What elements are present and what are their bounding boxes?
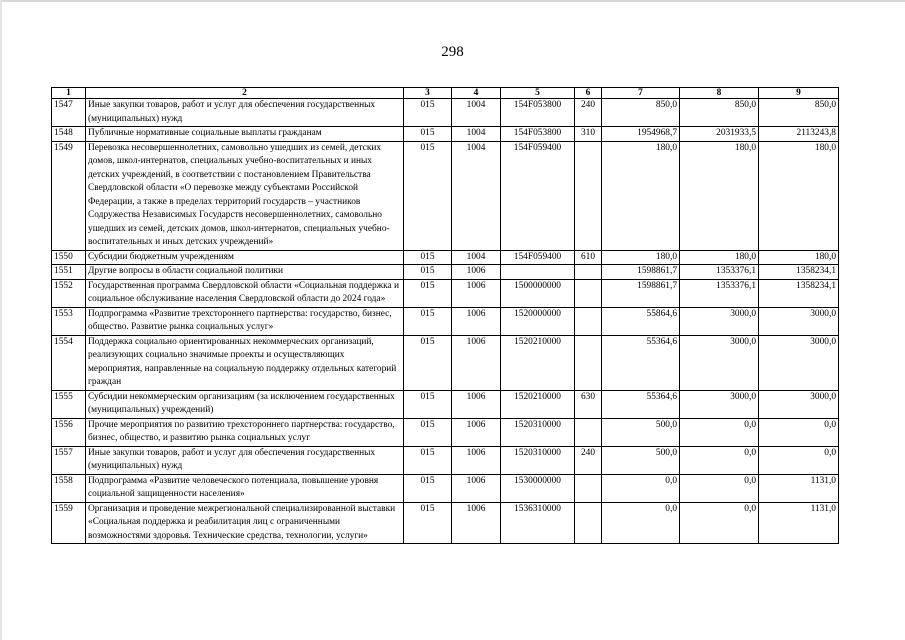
cell-col9: 1358234,1 — [759, 265, 839, 280]
row-name: Иные закупки товаров, работ и услуг для обеспечения государственных (муниципальных) нужд — [86, 446, 404, 474]
cell-col4: 1006 — [452, 279, 501, 307]
cell-col9: 1131,0 — [759, 502, 839, 544]
cell-col3: 015 — [404, 502, 452, 544]
cell-col5: 1536310000 — [501, 502, 575, 544]
cell-col4: 1006 — [452, 307, 501, 335]
row-number: 1549 — [52, 141, 86, 250]
cell-col6: 310 — [575, 127, 602, 142]
row-number: 1555 — [52, 390, 86, 418]
cell-col8: 3000,0 — [680, 307, 759, 335]
cell-col8: 0,0 — [680, 474, 759, 502]
header-cell: 4 — [452, 88, 501, 99]
row-name: Субсидии бюджетным учреждениям — [86, 250, 404, 265]
cell-col3: 015 — [404, 446, 452, 474]
row-number: 1559 — [52, 502, 86, 544]
table-row — [52, 502, 839, 544]
cell-col7: 55864,6 — [602, 307, 680, 335]
row-name: Поддержка социально ориентированных некоммерческих организаций, реализующих социально значимые проекты и осуществляющих мероприятия, направленные на социальную поддержку отдельных категорий граждан — [86, 335, 404, 390]
cell-col4: 1006 — [452, 265, 501, 280]
cell-col5: 1520310000 — [501, 446, 575, 474]
cell-col3: 015 — [404, 390, 452, 418]
cell-col3: 015 — [404, 265, 452, 280]
row-name: Подпрограмма «Развитие трехстороннего партнерства: государство, бизнес, общество. Развитие рынка социальных услуг» — [86, 307, 404, 335]
table-row — [52, 99, 839, 127]
cell-col3: 015 — [404, 250, 452, 265]
cell-col9: 1131,0 — [759, 474, 839, 502]
cell-col6 — [575, 141, 602, 250]
cell-col7: 1598861,7 — [602, 265, 680, 280]
cell-col9: 0,0 — [759, 446, 839, 474]
row-number: 1553 — [52, 307, 86, 335]
cell-col6 — [575, 265, 602, 280]
cell-col7: 0,0 — [602, 502, 680, 544]
row-name: Субсидии некоммерческим организациям (за исключением государственных (муниципальных) учреждений) — [86, 390, 404, 418]
cell-col9: 180,0 — [759, 250, 839, 265]
cell-col6: 240 — [575, 446, 602, 474]
cell-col5: 1530000000 — [501, 474, 575, 502]
header-cell: 2 — [86, 88, 404, 99]
row-number: 1551 — [52, 265, 86, 280]
cell-col5: 1520310000 — [501, 418, 575, 446]
cell-col6: 240 — [575, 99, 602, 127]
cell-col9: 0,0 — [759, 418, 839, 446]
cell-col6: 610 — [575, 250, 602, 265]
cell-col3: 015 — [404, 127, 452, 142]
cell-col3: 015 — [404, 141, 452, 250]
cell-col4: 1004 — [452, 141, 501, 250]
cell-col8: 1353376,1 — [680, 279, 759, 307]
cell-col4: 1006 — [452, 446, 501, 474]
row-name: Другие вопросы в области социальной политики — [86, 265, 404, 280]
cell-col4: 1004 — [452, 250, 501, 265]
cell-col8: 0,0 — [680, 418, 759, 446]
table-row — [52, 265, 839, 280]
cell-col9: 180,0 — [759, 141, 839, 250]
cell-col4: 1006 — [452, 335, 501, 390]
cell-col7: 180,0 — [602, 250, 680, 265]
cell-col6 — [575, 502, 602, 544]
cell-col3: 015 — [404, 418, 452, 446]
row-number: 1558 — [52, 474, 86, 502]
cell-col3: 015 — [404, 279, 452, 307]
cell-col4: 1006 — [452, 418, 501, 446]
table-row — [52, 279, 839, 307]
row-name: Иные закупки товаров, работ и услуг для обеспечения государственных (муниципальных) нужд — [86, 99, 404, 127]
cell-col6 — [575, 335, 602, 390]
cell-col7: 1598861,7 — [602, 279, 680, 307]
cell-col9: 2113243,8 — [759, 127, 839, 142]
cell-col7: 55364,6 — [602, 335, 680, 390]
cell-col5 — [501, 265, 575, 280]
cell-col8: 3000,0 — [680, 390, 759, 418]
cell-col4: 1006 — [452, 502, 501, 544]
row-number: 1547 — [52, 99, 86, 127]
cell-col7: 500,0 — [602, 446, 680, 474]
header-cell: 7 — [602, 88, 680, 99]
cell-col5: 1500000000 — [501, 279, 575, 307]
cell-col6: 630 — [575, 390, 602, 418]
row-number: 1552 — [52, 279, 86, 307]
cell-col6 — [575, 307, 602, 335]
row-name: Подпрограмма «Развитие человеческого потенциала, повышение уровня социальной защищенности населения» — [86, 474, 404, 502]
row-number: 1557 — [52, 446, 86, 474]
table-row — [52, 127, 839, 142]
scan-edge-top — [0, 0, 905, 2]
page-number: 298 — [441, 44, 464, 60]
row-number: 1550 — [52, 250, 86, 265]
cell-col9: 850,0 — [759, 99, 839, 127]
cell-col4: 1004 — [452, 127, 501, 142]
cell-col8: 850,0 — [680, 99, 759, 127]
header-cell: 9 — [759, 88, 839, 99]
table-row — [52, 390, 839, 418]
row-name: Публичные нормативные социальные выплаты гражданам — [86, 127, 404, 142]
cell-col4: 1006 — [452, 474, 501, 502]
cell-col5: 1520210000 — [501, 335, 575, 390]
cell-col3: 015 — [404, 307, 452, 335]
cell-col8: 0,0 — [680, 446, 759, 474]
row-number: 1554 — [52, 335, 86, 390]
table-row — [52, 307, 839, 335]
cell-col9: 3000,0 — [759, 390, 839, 418]
header-cell: 3 — [404, 88, 452, 99]
scan-edge-left — [0, 0, 2, 640]
cell-col9: 3000,0 — [759, 335, 839, 390]
table-row — [52, 141, 839, 250]
cell-col5: 154F053800 — [501, 99, 575, 127]
header-cell: 1 — [52, 88, 86, 99]
cell-col3: 015 — [404, 474, 452, 502]
cell-col6 — [575, 279, 602, 307]
row-number: 1548 — [52, 127, 86, 142]
cell-col5: 154F059400 — [501, 250, 575, 265]
cell-col8: 2031933,5 — [680, 127, 759, 142]
budget-table — [51, 87, 839, 544]
cell-col9: 3000,0 — [759, 307, 839, 335]
cell-col5: 1520000000 — [501, 307, 575, 335]
cell-col8: 180,0 — [680, 250, 759, 265]
header-cell: 8 — [680, 88, 759, 99]
cell-col7: 850,0 — [602, 99, 680, 127]
cell-col4: 1004 — [452, 99, 501, 127]
row-name: Организация и проведение межрегиональной специализированной выставки «Социальная поддержка и реабилитация лиц с ограниченными возможностями здоровья. Технические средства, технологии, услуги» — [86, 502, 404, 544]
cell-col5: 1520210000 — [501, 390, 575, 418]
cell-col8: 1353376,1 — [680, 265, 759, 280]
row-name: Прочие мероприятия по развитию трехстороннего партнерства: государство, бизнес, общество, и развитию рынка социальных услуг — [86, 418, 404, 446]
table-row — [52, 446, 839, 474]
cell-col6 — [575, 418, 602, 446]
cell-col6 — [575, 474, 602, 502]
cell-col8: 180,0 — [680, 141, 759, 250]
cell-col8: 3000,0 — [680, 335, 759, 390]
table-row — [52, 250, 839, 265]
table-row — [52, 474, 839, 502]
row-name: Перевозка несовершеннолетних, самовольно ушедших из семей, детских домов, школ-интернатов, специальных учебно-воспитательных и иных детских учреждений, в соответствии с постановлением Правительства Свердловской области «О перевозке между субъектами Российской Федерации, а также в пределах территорий государств – участников Содружества Независимых Государств несовершеннолетних, самовольно ушедших из семей, детских домов, школ-интернатов, специальных учебно-воспитательных и иных детских учреждений» — [86, 141, 404, 250]
header-cell: 5 — [501, 88, 575, 99]
cell-col7: 0,0 — [602, 474, 680, 502]
cell-col5: 154F059400 — [501, 141, 575, 250]
cell-col7: 55364,6 — [602, 390, 680, 418]
cell-col7: 180,0 — [602, 141, 680, 250]
cell-col3: 015 — [404, 99, 452, 127]
table-row — [52, 335, 839, 390]
header-row — [52, 88, 839, 99]
table-row — [52, 418, 839, 446]
cell-col4: 1006 — [452, 390, 501, 418]
cell-col7: 500,0 — [602, 418, 680, 446]
cell-col7: 1954968,7 — [602, 127, 680, 142]
cell-col3: 015 — [404, 335, 452, 390]
row-number: 1556 — [52, 418, 86, 446]
cell-col8: 0,0 — [680, 502, 759, 544]
cell-col9: 1358234,1 — [759, 279, 839, 307]
cell-col5: 154F053800 — [501, 127, 575, 142]
row-name: Государственная программа Свердловской области «Социальная поддержка и социальное обслуживание населения Свердловской области до 2024 года» — [86, 279, 404, 307]
header-cell: 6 — [575, 88, 602, 99]
